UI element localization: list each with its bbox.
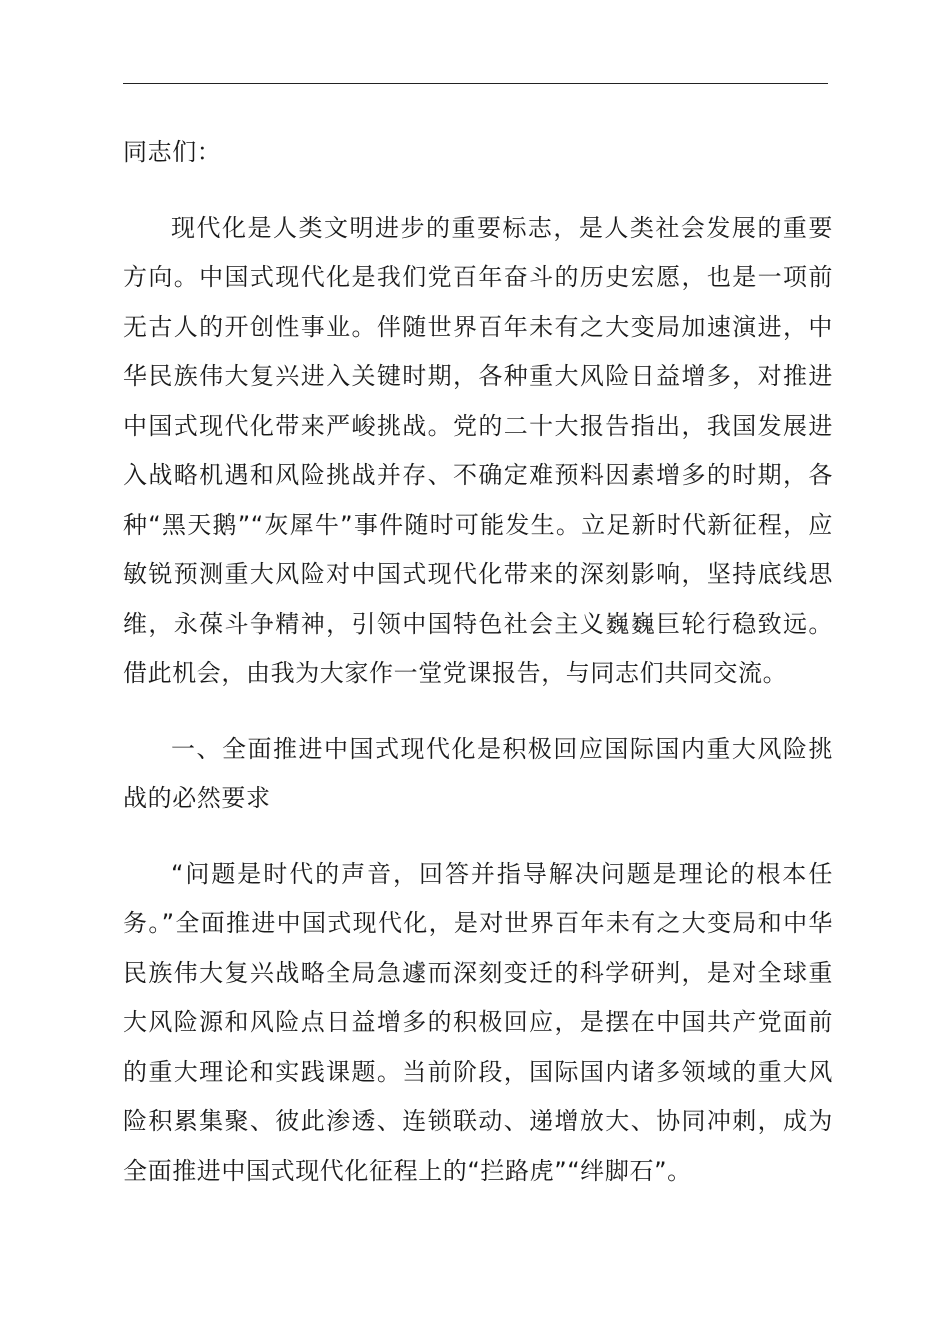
body-paragraph: “问题是时代的声音，回答并指导解决问题是理论的根本任务。”全面推进中国式现代化，是对世界百年未有之大变局和中华民族伟大复兴战略全局急遽而深刻变迁的科学研判，是对全球重大风险源和风险点日益增多的积极回应，是摆在中国共产党面前的重大理论和实践课题。当前阶段，国际国内诸多领域的重大风险积累集聚、彼此渗透、连锁联动、递增放大、协同冲刺，成为全面推进中国式现代化征程上的“拦路虎”“绊脚石”。: [123, 859, 833, 1185]
intro-paragraph: 现代化是人类文明进步的重要标志，是人类社会发展的重要方向。中国式现代化是我们党百年奋斗的历史宏愿，也是一项前无古人的开创性事业。伴随世界百年未有之大变局加速演进，中华民族伟大复兴进入关键时期，各种重大风险日益增多，对推进中国式现代化带来严峻挑战。党的二十大报告指出，我国发展进入战略机遇和风险挑战并存、不确定难预料因素增多的时期，各种“黑天鹅”“灰犀牛”事件随时可能发生。立足新时代新征程，应敏锐预测重大风险对中国式现代化带来的深刻影响，坚持底线思维，永葆斗争精神，引领中国特色社会主义巍巍巨轮行稳致远。借此机会，由我为大家作一堂党课报告，与同志们共同交流。: [123, 213, 833, 687]
header-rule: [123, 83, 828, 84]
salutation: 同志们：: [123, 138, 222, 166]
document-body: [123, 128, 833, 1196]
section-heading-1: 一、全面推进中国式现代化是积极回应国际国内重大风险挑战的必然要求: [123, 734, 833, 812]
